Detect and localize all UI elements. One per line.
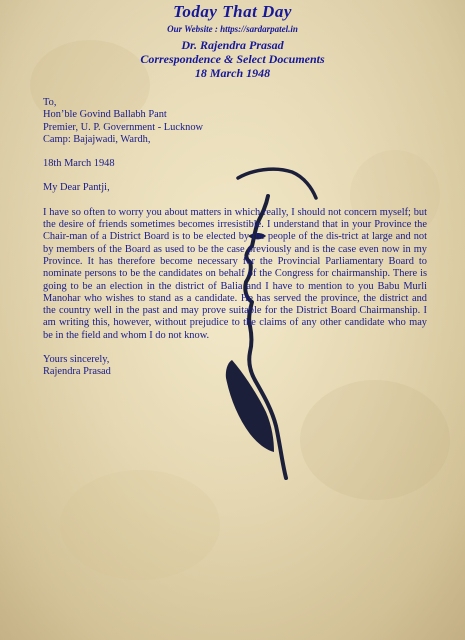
address-camp: Camp: Bajajwadi, Wardh,	[43, 133, 151, 145]
letter-body: I have so often to worry you about matters in which really, I should not concern myself; but the desire of friends sometimes becomes irresistible. I understand that in your Province the Chair-man of a District Board is to be elected by the people of the dis-trict at large and not by members of the Board as used to be the case previously and is the case even now in my Province. It has therefore become necessary for the Provincial Parliamentary Board to nominate persons to be the candidates on behalf of the Congress for chairmanship. There is going to be an election in the district of Balia and I have to mention to you Babu Murli Manohar who wishes to stand as a candidate. He has served the province, the district and the country well in the past and may prove suitable for the District Board Chairmanship. I am writing this, however, without prejudice to the claims of any other candidate who may be in the field and whom I do not know.	[43, 206, 427, 341]
letter-content	[43, 97, 427, 379]
website-link[interactable]: Our Website : https://sardarpatel.in	[167, 24, 298, 34]
header-author: Dr. Rajendra Prasad	[181, 38, 284, 52]
signature: Rajendra Prasad	[43, 366, 111, 378]
header-title: Today That Day	[173, 2, 292, 21]
letter-date: 18th March 1948	[43, 158, 115, 170]
address-block	[43, 97, 427, 146]
closing-block	[43, 354, 427, 379]
header-date: 18 March 1948	[194, 66, 271, 80]
address-name: Hon’ble Govind Ballabh Pant	[43, 109, 167, 121]
salutation: My Dear Pantji,	[43, 182, 110, 194]
address-position: Premier, U. P. Government - Lucknow	[43, 121, 204, 133]
address-to: To,	[43, 97, 57, 108]
header-series: Correspondence & Select Documents	[140, 52, 325, 66]
closing-line: Yours sincerely,	[43, 354, 110, 366]
